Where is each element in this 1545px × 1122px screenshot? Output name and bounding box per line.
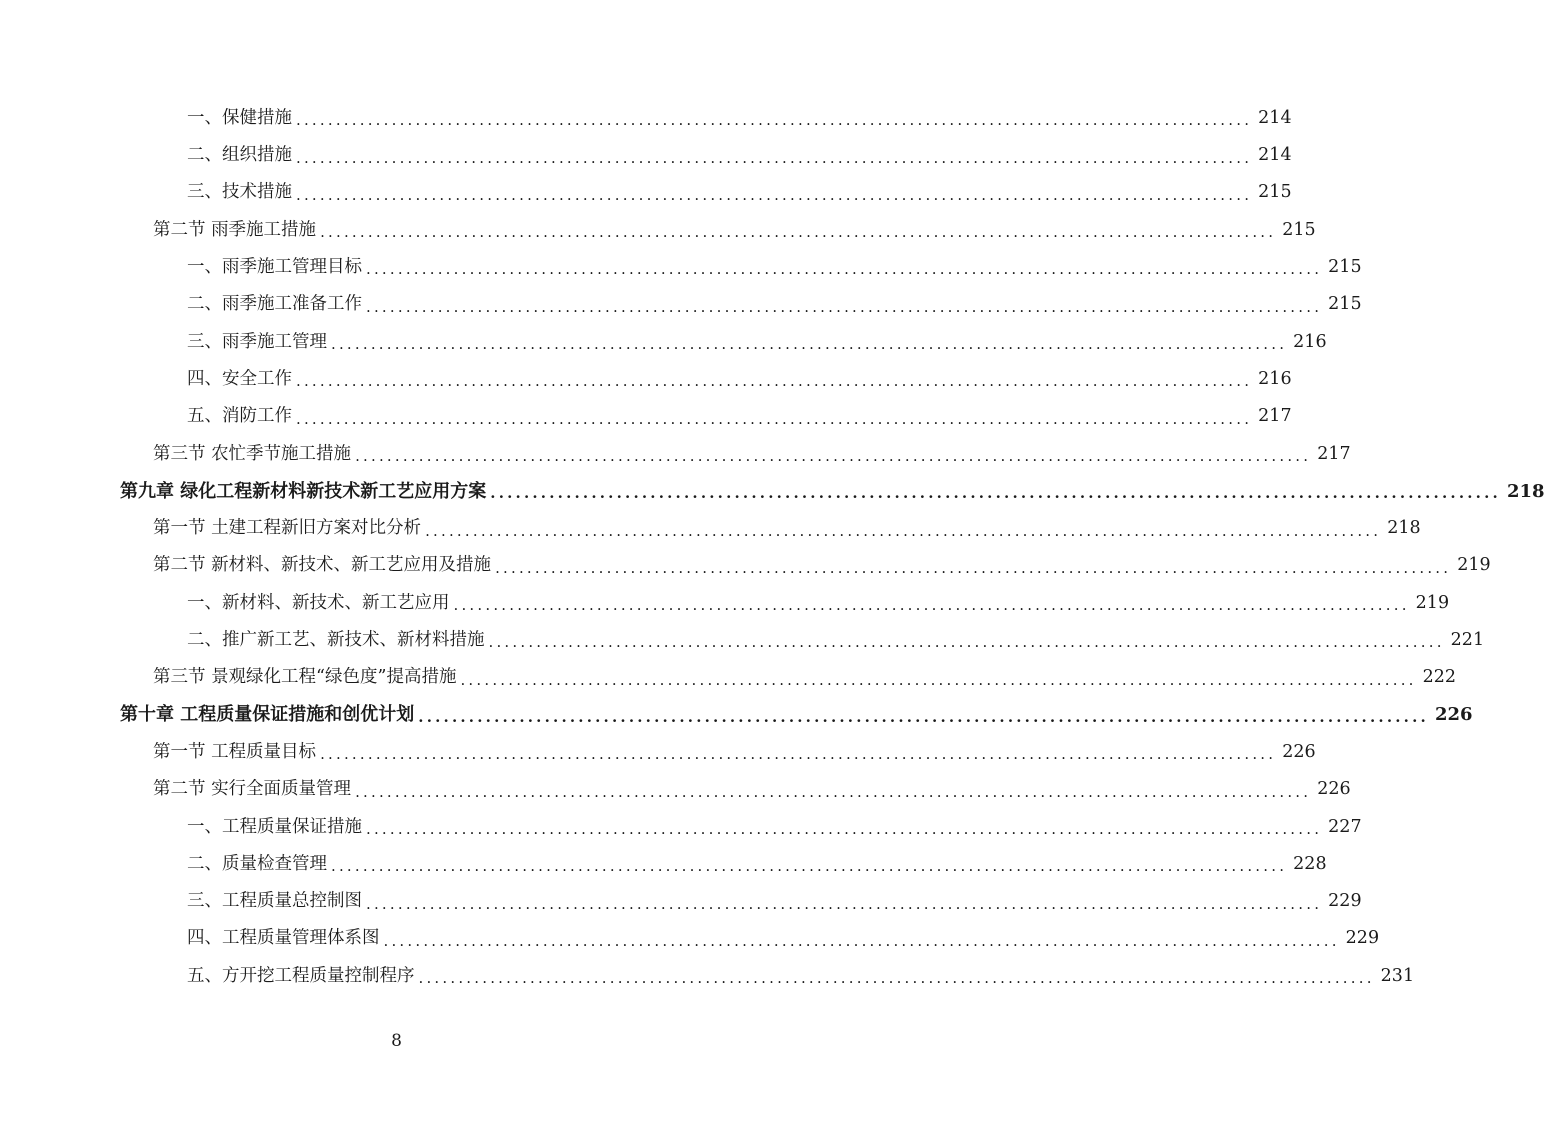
toc-entry-page-number: 222	[1422, 667, 1457, 688]
toc-dot-leader: ........................................................................................................................	[296, 372, 1253, 391]
toc-section-entry[interactable]	[0, 510, 1421, 547]
toc-entry-page-number: 229	[1328, 891, 1362, 912]
toc-entry-page-number: 229	[1345, 928, 1380, 949]
toc-entry-title: 第二节 新材料、新技术、新工艺应用及措施	[153, 555, 492, 576]
toc-entry-page-number: 219	[1415, 592, 1450, 613]
toc-dot-leader: ........................................................................................................................	[425, 521, 1382, 540]
toc-entry-page-number: 217	[1258, 406, 1292, 427]
toc-entry-page-number: 214	[1258, 107, 1292, 128]
toc-entry-page-number: 227	[1328, 816, 1362, 837]
toc-entry-page-number: 228	[1293, 853, 1327, 874]
toc-entry-title: 三、技术措施	[187, 182, 292, 203]
toc-dot-leader: ........................................................................................................................	[366, 894, 1323, 913]
toc-entry-title: 一、保健措施	[187, 107, 292, 128]
toc-dot-leader: ........................................................................................................................	[490, 484, 1501, 503]
table-of-contents	[0, 100, 1545, 995]
toc-subsection-entry[interactable]	[0, 249, 1362, 286]
toc-subsection-entry[interactable]	[0, 175, 1292, 212]
toc-entry-title: 一、新材料、新技术、新工艺应用	[187, 592, 450, 613]
toc-subsection-entry[interactable]	[0, 286, 1362, 323]
toc-entry-page-number: 221	[1450, 630, 1485, 651]
toc-entry-title: 第三节 农忙季节施工措施	[153, 443, 352, 464]
toc-entry-title: 二、质量检查管理	[187, 853, 327, 874]
toc-entry-page-number: 214	[1258, 145, 1292, 166]
toc-subsection-entry[interactable]	[0, 398, 1292, 435]
toc-entry-page-number: 215	[1282, 219, 1316, 240]
toc-entry-title: 第一节 土建工程新旧方案对比分析	[153, 518, 422, 539]
toc-section-entry[interactable]	[0, 734, 1316, 771]
toc-dot-leader: ........................................................................................................................	[331, 857, 1288, 876]
toc-dot-leader: ........................................................................................................................	[383, 931, 1340, 950]
toc-entry-title: 第十章 工程质量保证措施和创优计划	[120, 704, 415, 726]
toc-subsection-entry[interactable]	[0, 809, 1362, 846]
toc-entry-title: 一、工程质量保证措施	[187, 816, 362, 837]
toc-entry-page-number: 226	[1282, 741, 1316, 762]
toc-dot-leader: ........................................................................................................................	[495, 558, 1452, 577]
toc-entry-title: 第三节 景观绿化工程“绿色度”提高措施	[153, 667, 457, 688]
toc-dot-leader: ........................................................................................................................	[320, 745, 1277, 764]
toc-entry-title: 二、推广新工艺、新技术、新材料措施	[187, 630, 485, 651]
toc-subsection-entry[interactable]	[0, 921, 1380, 958]
toc-chapter-entry[interactable]	[0, 697, 1473, 734]
toc-dot-leader: ........................................................................................................................	[355, 782, 1312, 801]
toc-entry-title: 二、组织措施	[187, 145, 292, 166]
toc-section-entry[interactable]	[0, 212, 1316, 249]
toc-subsection-entry[interactable]	[0, 846, 1327, 883]
toc-subsection-entry[interactable]	[0, 622, 1485, 659]
toc-section-entry[interactable]	[0, 659, 1457, 696]
toc-dot-leader: ........................................................................................................................	[453, 596, 1410, 615]
toc-section-entry[interactable]	[0, 771, 1351, 808]
toc-chapter-entry[interactable]	[0, 473, 1545, 510]
toc-dot-leader: ........................................................................................................................	[366, 297, 1323, 316]
toc-entry-title: 二、雨季施工准备工作	[187, 294, 362, 315]
toc-dot-leader: ........................................................................................................................	[331, 335, 1288, 354]
toc-entry-page-number: 231	[1380, 965, 1415, 986]
toc-entry-page-number: 219	[1457, 555, 1491, 576]
toc-entry-page-number: 216	[1293, 331, 1327, 352]
toc-entry-page-number: 215	[1328, 294, 1362, 315]
toc-subsection-entry[interactable]	[0, 324, 1327, 361]
toc-dot-leader: ........................................................................................................................	[366, 819, 1323, 838]
toc-dot-leader: ........................................................................................................................	[296, 185, 1253, 204]
toc-section-entry[interactable]	[0, 436, 1351, 473]
toc-subsection-entry[interactable]	[0, 585, 1450, 622]
toc-entry-page-number: 218	[1506, 480, 1545, 502]
toc-entry-title: 三、雨季施工管理	[187, 331, 327, 352]
toc-dot-leader: ........................................................................................................................	[460, 670, 1417, 689]
toc-entry-title: 一、雨季施工管理目标	[187, 257, 362, 278]
toc-entry-page-number: 215	[1258, 182, 1292, 203]
toc-entry-title: 第九章 绿化工程新材料新技术新工艺应用方案	[120, 480, 487, 502]
toc-dot-leader: ........................................................................................................................	[366, 260, 1323, 279]
toc-entry-title: 四、安全工作	[187, 368, 292, 389]
toc-subsection-entry[interactable]	[0, 100, 1292, 137]
toc-dot-leader: ........................................................................................................................	[418, 708, 1429, 727]
toc-dot-leader: ........................................................................................................................	[296, 111, 1253, 130]
toc-entry-page-number: 217	[1317, 443, 1351, 464]
toc-entry-page-number: 216	[1258, 368, 1292, 389]
toc-entry-page-number: 226	[1434, 704, 1473, 726]
toc-subsection-entry[interactable]	[0, 883, 1362, 920]
toc-entry-title: 五、消防工作	[187, 406, 292, 427]
toc-section-entry[interactable]	[0, 548, 1491, 585]
toc-entry-title: 四、工程质量管理体系图	[187, 928, 380, 949]
toc-entry-page-number: 215	[1328, 257, 1362, 278]
toc-dot-leader: ........................................................................................................................	[296, 148, 1253, 167]
toc-dot-leader: ........................................................................................................................	[296, 409, 1253, 428]
toc-entry-title: 第二节 实行全面质量管理	[153, 779, 352, 800]
toc-subsection-entry[interactable]	[0, 361, 1292, 398]
toc-entry-title: 第二节 雨季施工措施	[153, 219, 317, 240]
page-number: 8	[391, 1031, 402, 1051]
toc-dot-leader: ........................................................................................................................	[418, 969, 1375, 988]
toc-subsection-entry[interactable]	[0, 137, 1292, 174]
toc-entry-title: 第一节 工程质量目标	[153, 741, 317, 762]
toc-entry-page-number: 226	[1317, 779, 1351, 800]
toc-subsection-entry[interactable]	[0, 958, 1415, 995]
toc-entry-title: 五、方开挖工程质量控制程序	[187, 965, 415, 986]
toc-dot-leader: ........................................................................................................................	[488, 633, 1445, 652]
toc-dot-leader: ........................................................................................................................	[355, 446, 1312, 465]
toc-entry-title: 三、工程质量总控制图	[187, 891, 362, 912]
toc-entry-page-number: 218	[1387, 518, 1421, 539]
toc-dot-leader: ........................................................................................................................	[320, 223, 1277, 242]
